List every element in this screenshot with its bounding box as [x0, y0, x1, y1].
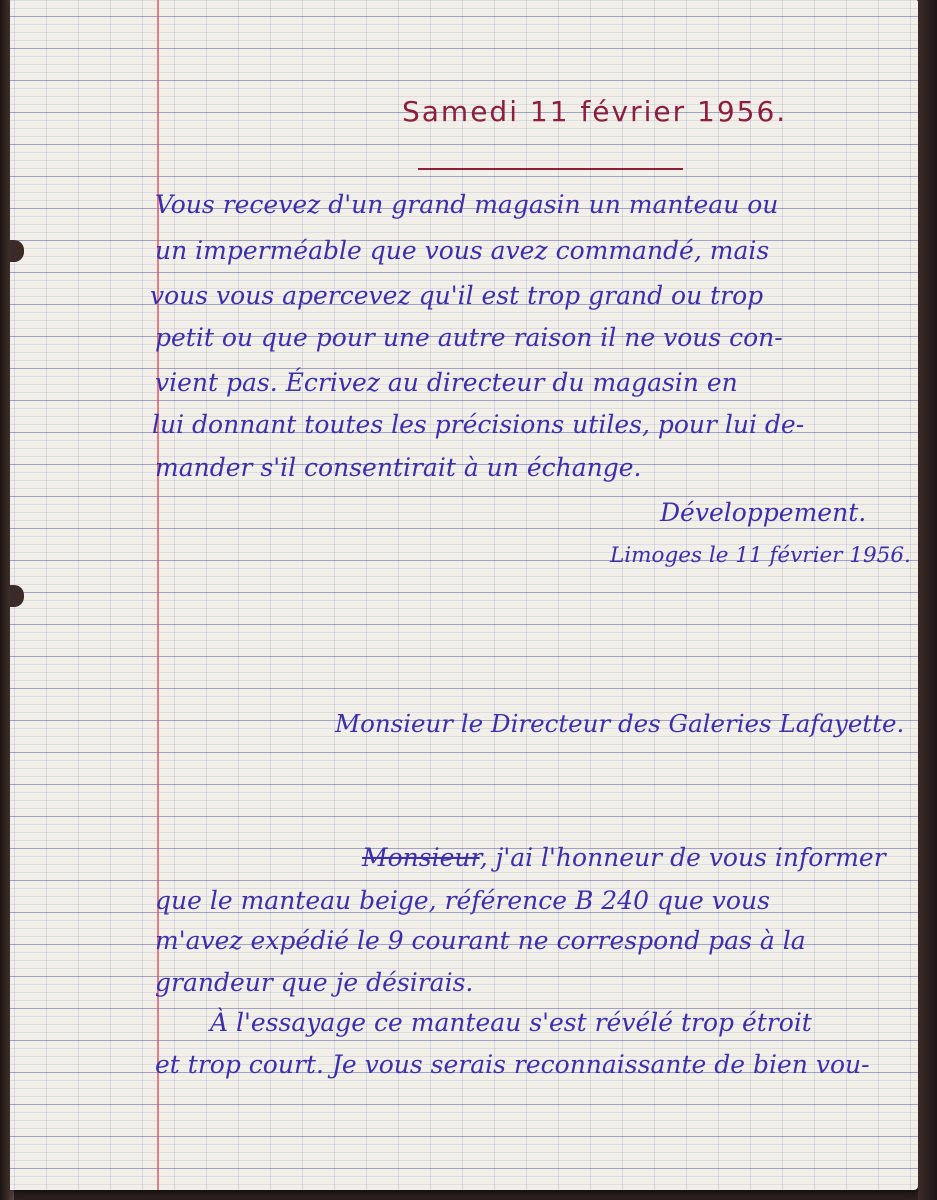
- letter-line: et trop court. Je vous serais reconnaissante de bien vou-: [155, 1050, 870, 1079]
- letter-first-line-text: , j'ai l'honneur de vous informer: [479, 843, 886, 872]
- prompt-line: lui donnant toutes les précisions utiles, pour lui de-: [152, 410, 805, 439]
- binding-hole: [10, 240, 24, 262]
- prompt-line: vous vous apercevez qu'il est trop grand ou trop: [150, 281, 764, 310]
- prompt-line: Vous recevez d'un grand magasin un manteau ou: [155, 190, 779, 219]
- binding-hole: [10, 585, 24, 607]
- date-heading: Samedi 11 février 1956.: [402, 95, 788, 128]
- letter-line: m'avez expédié le 9 courant ne correspond pas à la: [155, 926, 806, 955]
- sheet-shadow-edge: [918, 0, 937, 1200]
- recipient-line: Monsieur le Directeur des Galeries Lafayette.: [335, 709, 905, 738]
- prompt-line: mander s'il consentirait à un échange.: [155, 453, 642, 482]
- prompt-line: petit ou que pour une autre raison il ne vous con-: [155, 323, 783, 352]
- letter-line: grandeur que je désirais.: [155, 968, 474, 997]
- notebook-sheet: [10, 0, 918, 1190]
- letter-line: que le manteau beige, référence B 240 que vous: [155, 886, 770, 915]
- letter-line: À l'essayage ce manteau s'est révélé trop étroit: [210, 1008, 812, 1037]
- struck-salutation: Monsieur: [362, 843, 480, 872]
- place-date: Limoges le 11 février 1956.: [610, 543, 911, 568]
- letter-first-line: [362, 845, 886, 870]
- heading-underline: [418, 168, 683, 170]
- prompt-line: un imperméable que vous avez commandé, mais: [155, 236, 770, 265]
- prompt-line: vient pas. Écrivez au directeur du magasin en: [155, 368, 738, 397]
- section-title: Développement.: [660, 498, 867, 527]
- margin-line: [157, 0, 159, 1190]
